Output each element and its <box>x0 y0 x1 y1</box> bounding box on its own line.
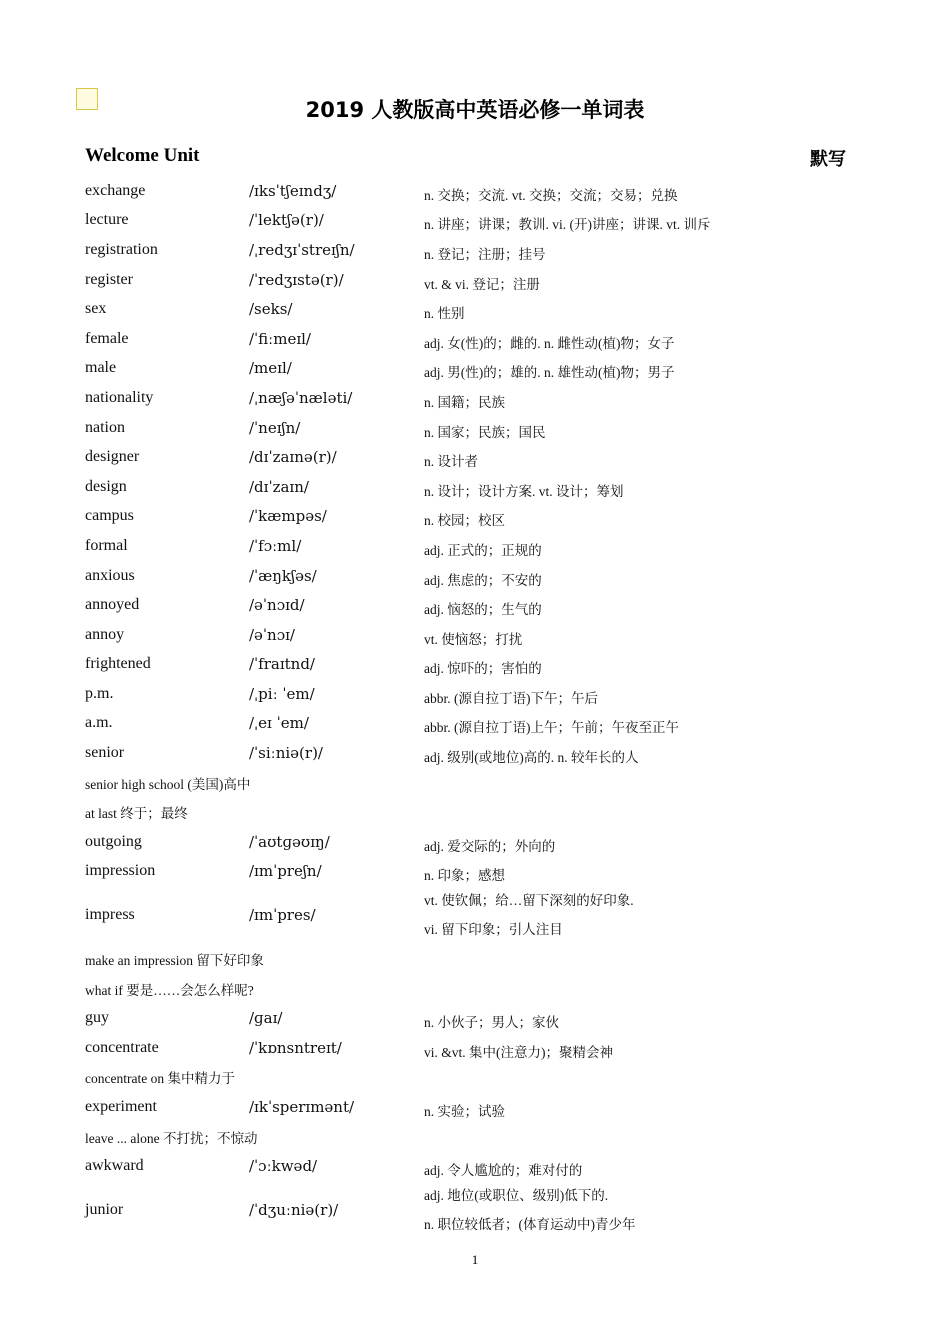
vocab-meaning: adj. 级别(或地位)高的. n. 较年长的人 <box>424 750 639 766</box>
vocab-word: experiment <box>85 1098 157 1116</box>
page-title: 2019 人教版高中英语必修一单词表 <box>305 98 645 122</box>
vocab-entry <box>85 472 865 502</box>
vocab-meaning: adj. 正式的；正规的 <box>424 542 542 558</box>
phrase-entry: leave ... alone 不打扰；不惊动 <box>85 1130 258 1146</box>
vocab-entry <box>85 709 865 739</box>
vocab-phonetic: /ˈsiːniə(r)/ <box>249 744 323 763</box>
page-number: 1 <box>471 1252 479 1267</box>
vocab-meaning: n. 交换；交流. vt. 交换；交流；交易；兑换 <box>424 187 678 203</box>
vocab-entry <box>85 827 865 857</box>
vocab-entry <box>85 176 865 206</box>
vocab-word: senior <box>85 744 125 762</box>
vocab-meaning: vt. & vi. 登记；注册 <box>424 276 540 292</box>
vocab-entry <box>85 590 865 620</box>
vocab-word: a.m. <box>85 714 113 732</box>
vocab-meaning <box>424 1181 865 1239</box>
vocab-entry <box>85 886 865 944</box>
vocab-meaning: adj. 女(性)的；雌的. n. 雌性动(植)物；女子 <box>424 335 675 351</box>
unit-heading: Welcome Unit <box>85 145 200 166</box>
vocab-meaning-line: vt. 使钦佩；给…留下深刻的好印象. <box>424 893 634 909</box>
vocab-word: campus <box>85 507 134 525</box>
vocab-meaning: vi. &vt. 集中(注意力)；聚精会神 <box>424 1044 613 1060</box>
vocab-word: awkward <box>85 1157 144 1175</box>
vocab-entry <box>85 561 865 591</box>
vocab-entry <box>85 235 865 265</box>
vocab-word: lecture <box>85 211 129 229</box>
dictation-column-label: 默写 <box>810 149 846 170</box>
vocab-phonetic: /ˈfraɪtnd/ <box>249 655 315 674</box>
vocab-meaning: n. 国家；民族；国民 <box>424 424 546 440</box>
vocab-word: nation <box>85 418 125 436</box>
vocab-meaning: adj. 男(性)的；雄的. n. 雄性动(植)物；男子 <box>424 365 675 381</box>
vocab-meaning-line: vi. 留下印象；引人注目 <box>424 922 563 938</box>
vocab-meaning: adj. 惊吓的；害怕的 <box>424 661 542 677</box>
vocab-word: outgoing <box>85 832 142 850</box>
vocab-meaning: n. 印象；感想 <box>424 868 505 884</box>
phrase-entry: senior high school (美国)高中 <box>85 776 251 792</box>
vocab-word: sex <box>85 300 107 318</box>
vocab-word: formal <box>85 536 128 554</box>
vocab-meaning: n. 设计；设计方案. vt. 设计；筹划 <box>424 483 624 499</box>
vocabulary-list <box>85 176 865 1239</box>
vocab-word: junior <box>85 1201 124 1218</box>
vocab-phonetic: /ˈæŋkʃəs/ <box>249 566 317 585</box>
vocab-entry <box>85 354 865 384</box>
vocab-entry <box>85 679 865 709</box>
vocab-meaning: abbr. (源自拉丁语)上午；午前；午夜至正午 <box>424 720 679 736</box>
vocab-entry <box>85 650 865 680</box>
vocab-phonetic: /ˈaʊtɡəʊɪŋ/ <box>249 832 330 851</box>
vocab-meaning: n. 性别 <box>424 306 465 322</box>
vocab-meaning-line: adj. 地位(或职位、级别)低下的. <box>424 1188 609 1203</box>
vocab-phonetic: /ɡaɪ/ <box>249 1009 283 1028</box>
vocab-meaning-line: n. 职位较低者；(体育运动中)青少年 <box>424 1217 636 1232</box>
vocab-word: impression <box>85 862 156 880</box>
vocab-meaning: n. 小伙子；男人；家伙 <box>424 1015 559 1031</box>
vocab-word: design <box>85 477 127 495</box>
vocab-entry <box>85 294 865 324</box>
vocab-phonetic: /ˈfiːmeɪl/ <box>249 329 311 348</box>
vocab-entry <box>85 1181 865 1239</box>
vocab-phonetic: /dɪˈzaɪn/ <box>249 477 309 496</box>
vocab-phonetic: /ˌredʒɪˈstreɪʃn/ <box>249 240 355 259</box>
vocab-meaning: n. 实验；试验 <box>424 1104 505 1120</box>
vocab-entry <box>85 738 865 768</box>
vocab-entry <box>85 1151 865 1181</box>
vocab-entry <box>85 857 865 887</box>
vocab-phonetic: /ˈredʒɪstə(r)/ <box>249 270 344 289</box>
vocab-phonetic: /ɪkˈsperɪmənt/ <box>249 1098 355 1117</box>
vocab-phonetic: /ˈɔːkwəd/ <box>249 1157 318 1176</box>
vocab-entry <box>85 442 865 472</box>
vocab-meaning: n. 讲座；讲课；教训. vi. (开)讲座；讲课. vt. 训斥 <box>424 217 711 233</box>
vocab-entry <box>85 265 865 295</box>
vocab-meaning <box>424 886 865 944</box>
vocab-word: nationality <box>85 388 154 406</box>
vocab-phonetic: /ɪksˈtʃeɪndʒ/ <box>249 181 337 200</box>
vocab-phonetic: /ɪmˈpres/ <box>249 906 316 925</box>
vocab-word: registration <box>85 240 158 258</box>
vocab-phonetic: /ˈfɔːml/ <box>249 536 302 555</box>
vocab-meaning: adj. 令人尴尬的；难对付的 <box>424 1163 583 1179</box>
vocab-phonetic: /ˈdʒuːniə(r)/ <box>249 1201 339 1219</box>
vocab-word: concentrate <box>85 1038 159 1056</box>
vocab-entry <box>85 206 865 236</box>
vocab-phonetic: /əˈnɔɪd/ <box>249 596 305 615</box>
vocab-word: female <box>85 329 129 347</box>
phrase-entry: concentrate on 集中精力于 <box>85 1071 235 1087</box>
vocab-phonetic: /əˈnɔɪ/ <box>249 625 295 644</box>
vocab-meaning: adj. 爱交际的；外向的 <box>424 838 556 854</box>
vocab-word: p.m. <box>85 684 114 702</box>
vocab-entry <box>85 383 865 413</box>
vocab-meaning: n. 设计者 <box>424 454 478 470</box>
vocab-entry <box>85 1003 865 1033</box>
vocab-meaning: abbr. (源自拉丁语)下午；午后 <box>424 690 598 706</box>
vocab-phonetic: /ˈkæmpəs/ <box>249 507 327 526</box>
vocab-word: annoy <box>85 625 125 643</box>
vocab-meaning: n. 国籍；民族 <box>424 394 505 410</box>
vocab-word: annoyed <box>85 596 140 614</box>
vocab-word: impress <box>85 906 135 924</box>
vocab-phonetic: /ˌnæʃəˈnæləti/ <box>249 388 353 407</box>
vocab-entry <box>85 1033 865 1063</box>
vocab-phonetic: /meɪl/ <box>249 359 292 378</box>
vocab-word: anxious <box>85 566 135 584</box>
phrase-entry: what if 要是……会怎么样呢? <box>85 982 254 998</box>
phrase-entry: make an impression 留下好印象 <box>85 953 264 969</box>
vocab-phonetic: /ˌpiː ˈem/ <box>249 684 315 703</box>
vocab-word: frightened <box>85 655 151 673</box>
vocab-meaning: vt. 使恼怒；打扰 <box>424 631 523 647</box>
phrase-entry: at last 终于；最终 <box>85 806 188 822</box>
vocab-phonetic: /ɪmˈpreʃn/ <box>249 862 322 881</box>
vocab-meaning: adj. 恼怒的；生气的 <box>424 602 542 618</box>
vocab-word: register <box>85 270 133 288</box>
vocab-phonetic: /seks/ <box>249 300 293 319</box>
vocab-entry <box>85 502 865 532</box>
vocab-phonetic: /ˈneɪʃn/ <box>249 418 301 437</box>
vocab-meaning: n. 登记；注册；挂号 <box>424 246 546 262</box>
vocab-word: male <box>85 359 117 377</box>
vocab-word: exchange <box>85 181 146 199</box>
vocab-entry <box>85 413 865 443</box>
vocab-entry <box>85 1092 865 1122</box>
vocab-meaning: n. 校园；校区 <box>424 513 505 529</box>
vocab-word: designer <box>85 448 140 466</box>
vocab-phonetic: /ˈlektʃə(r)/ <box>249 211 324 230</box>
vocab-meaning: adj. 焦虑的；不安的 <box>424 572 542 588</box>
vocab-word: guy <box>85 1009 109 1027</box>
vocab-entry <box>85 620 865 650</box>
vocab-phonetic: /ˈkɒnsntreɪt/ <box>249 1038 342 1057</box>
vocab-phonetic: /ˌeɪ ˈem/ <box>249 714 309 733</box>
vocab-entry <box>85 531 865 561</box>
vocab-entry <box>85 324 865 354</box>
vocab-phonetic: /dɪˈzaɪnə(r)/ <box>249 448 337 467</box>
